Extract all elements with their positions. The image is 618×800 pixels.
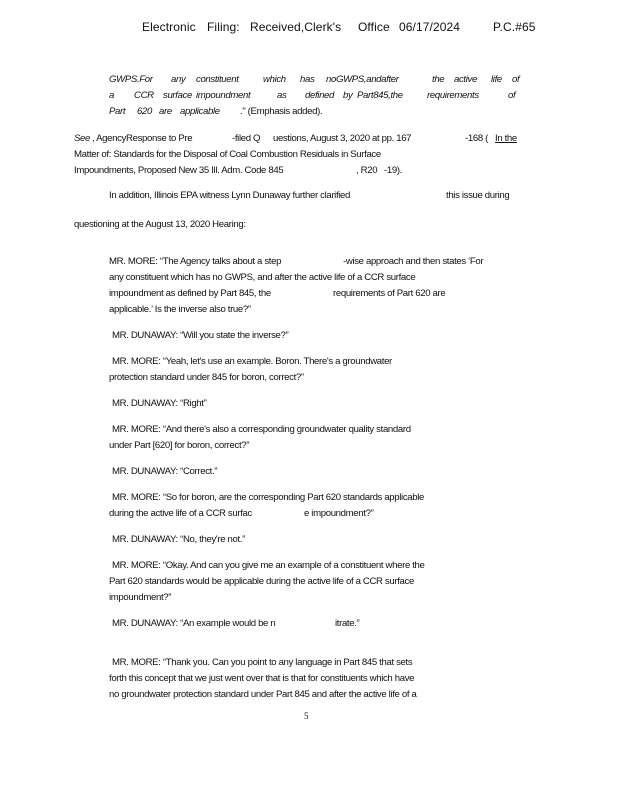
paragraph-text: In addition, Illinois EPA witness Lynn Dunaway further clarified xyxy=(109,190,351,201)
header-date: 06/17/2024 xyxy=(399,20,461,34)
quote-word: surface xyxy=(163,90,193,101)
quote-word: Part845,the xyxy=(357,90,403,101)
transcript-line: MR. DUNAWAY: “An example would be n xyxy=(112,618,276,629)
transcript-line: MR. MORE: “The Agency talks about a step xyxy=(109,256,282,267)
quote-word: applicable xyxy=(180,106,220,117)
transcript-line: MR. MORE: “And there's also a corresponding groundwater quality standard xyxy=(112,424,411,435)
quote-word: constituent xyxy=(196,74,239,85)
header-received: Received,Clerk's xyxy=(250,20,342,34)
transcript-line: requirements of Part 620 are xyxy=(333,288,446,299)
transcript-line: MR. DUNAWAY: “No, they're not.” xyxy=(112,534,245,545)
quote-word: as xyxy=(277,90,287,101)
transcript-line: MR. MORE: “So for boron, are the corresponding Part 620 standards applicable xyxy=(112,492,425,503)
header-pc-number: P.C.#65 xyxy=(493,20,536,34)
citation-text: uestions, August 3, 2020 at pp. 167 xyxy=(273,133,412,144)
quote-word: has xyxy=(300,74,315,85)
citation-case-link[interactable]: In the xyxy=(495,133,517,144)
citation-text: -19). xyxy=(384,165,402,176)
citation-text: -filed Q xyxy=(232,133,261,144)
quote-word: which xyxy=(263,74,286,85)
transcript-line: MR. DUNAWAY: “Will you state the inverse?” xyxy=(112,330,289,341)
paragraph-text: this issue during xyxy=(446,190,510,201)
transcript-line: itrate.” xyxy=(335,618,360,629)
citation-see: See xyxy=(74,133,91,144)
transcript-line: applicable.’ Is the inverse also true?” xyxy=(109,304,251,315)
transcript-line: under Part [620] for boron, correct?” xyxy=(109,440,250,451)
citation-text: , R20 xyxy=(356,165,378,176)
transcript-line: -wise approach and then states ‘For xyxy=(343,256,484,267)
quote-word: noGWPS,andafter xyxy=(326,74,399,85)
quote-word: life xyxy=(491,74,502,85)
quote-word: of xyxy=(508,90,516,101)
quote-word: 620 xyxy=(137,106,152,117)
quote-word: Part xyxy=(109,106,126,117)
citation-text: Matter of: Standards for the Disposal of Coal Combustion Residuals in Surface xyxy=(74,149,381,160)
transcript-line: MR. MORE: “Thank you. Can you point to any language in Part 845 that sets xyxy=(112,657,413,668)
header-electronic: Electronic xyxy=(142,20,196,34)
header-office: Office xyxy=(358,20,390,34)
quote-word: defined xyxy=(305,90,335,101)
quote-word: GWPS.For xyxy=(109,74,153,85)
quote-word: CCR xyxy=(134,90,154,101)
transcript-line: e impoundment?” xyxy=(304,508,374,519)
transcript-line: MR. MORE: “Yeah, let's use an example. Boron. There's a groundwater xyxy=(112,356,392,367)
transcript-line: MR. DUNAWAY: “Right” xyxy=(112,398,207,409)
header-filing: Filing: xyxy=(207,20,240,34)
quote-word: by xyxy=(343,90,353,101)
quote-word: active xyxy=(454,74,477,85)
transcript-line: Part 620 standards would be applicable during the active life of a CCR surface xyxy=(109,576,414,587)
citation-text: , AgencyResponse to Pre xyxy=(92,133,193,144)
quote-word: a xyxy=(109,90,114,101)
citation-text: Impoundments, Proposed New 35 Ill. Adm. Code 845 xyxy=(74,165,284,176)
transcript-line: impoundment?” xyxy=(109,592,172,603)
page-number: 5 xyxy=(304,711,309,721)
transcript-line: no groundwater protection standard under Part 845 and after the active life of a xyxy=(109,689,417,700)
quote-word: any xyxy=(171,74,186,85)
quote-emphasis-note: ." (Emphasis added). xyxy=(240,106,323,117)
transcript-line: MR. MORE: “Okay. And can you give me an example of a constituent where the xyxy=(112,560,425,571)
quote-word: of xyxy=(512,74,520,85)
quote-word: the xyxy=(432,74,445,85)
transcript-line: impoundment as defined by Part 845, the xyxy=(109,288,271,299)
transcript-line: any constituent which has no GWPS, and after the active life of a CCR surface xyxy=(109,272,416,283)
transcript-line: during the active life of a CCR surfac xyxy=(109,508,252,519)
transcript-line: protection standard under 845 for boron, correct?” xyxy=(109,372,304,383)
citation-text: -168 ( xyxy=(465,133,488,144)
quote-word: requirements xyxy=(427,90,479,101)
transcript-line: forth this concept that we just went over that is that for constituents which have xyxy=(109,673,415,684)
quote-word: impoundment xyxy=(196,90,251,101)
paragraph-text: questioning at the August 13, 2020 Hearing: xyxy=(74,219,246,230)
transcript-line: MR. DUNAWAY: “Correct.” xyxy=(112,466,218,477)
quote-word: are xyxy=(159,106,172,117)
